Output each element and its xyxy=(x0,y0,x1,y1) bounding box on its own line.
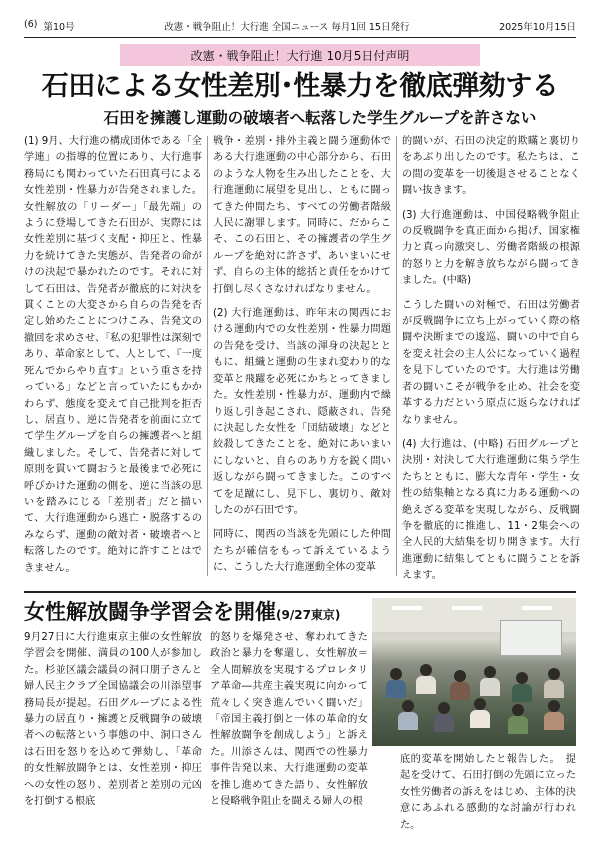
issue-number: 第10号 xyxy=(43,22,75,33)
issue-date: 2025年10月15日 xyxy=(499,22,576,33)
publication-frequency: 毎月1回 15日発行 xyxy=(331,22,410,33)
paragraph: (3) 大行進運動は、中国侵略戦争阻止の反戦闘争を真正面から掲げ、国家権力と真っ向激突し、労働者階級の根源的怒りと力を解き放ちながら闘ってきました。(中略) xyxy=(402,209,580,287)
paragraph: 戦争・差別・排外主義と闘う運動体である大行進運動の中心部分から、石田のような人物を生み出したことを、大行進運動に展望を見出し、ともに闘ってきた仲間たち、すべての労働者階級人民に謝罪します。同時に、だからこそ、この石田と、その擁護者の学生グループを絶対に許さず、あいまいにせず、自らの主体的総括と責任をかけて打倒し尽くさなければなりません。 xyxy=(213,136,391,295)
paragraph: 的闘いが、石田の決定的欺瞞と裏切りをあぶり出したのです。私たちは、この間の変革を一切後退させることなく闘い抜きます。 xyxy=(402,136,580,197)
section2-column-1 xyxy=(24,630,202,835)
section2-headline xyxy=(24,598,374,626)
paragraph: 同時に、関西の当該を先頭にした仲間たちが確信をもって訴えているように、こうした大行進運動全体の変革 xyxy=(213,529,391,574)
page-header xyxy=(24,18,576,38)
paragraph: 底的変革を開始したと報告した。 提起を受けて、石田打倒の先頭に立った女性労働者の訴えをはじめ、主体的決意にあふれる感動的な討論が行われた。 xyxy=(400,754,576,831)
page-number: (6) xyxy=(24,19,38,30)
article-column-1 xyxy=(24,134,202,584)
sub-headline: 石田を擁護し運動の破壊者へ転落した学生グループを許さない xyxy=(103,109,537,127)
main-headline: 石田による女性差別･性暴力を徹底弾劾する xyxy=(41,71,559,102)
column-divider xyxy=(396,136,397,576)
paper-name: 改憲・戦争阻止！大行進 全国ニュース xyxy=(164,22,329,33)
column-divider xyxy=(207,136,208,576)
section2-tag: (9/27東京) xyxy=(276,608,341,622)
article-column-3 xyxy=(402,134,580,584)
paragraph: (4) 大行進は、(中略) 石田グループと決別・対決して大行進運動に集う学生たちとともに、膨大な青年・学生・女性の結集軸となる真に力ある運動への絶えざる変革を実現しながら、反戦闘争を徹底的に推進し、11・2集会への全人民的大結集を切り開きます。大行進運動に結集してともに闘うことを訴えます。 xyxy=(402,438,580,582)
paragraph: 的怒りを爆発させ、奪われてきた政治と暴力を奪還し、女性解放＝全人間解放を実現するプロレタリア革命―共産主義実現に向かって荒々しく突き進んでいく闘いだ」「帝国主義打倒と一体の革命的女性解放闘争を創成しよう」と訴えた。川添さんは、関西での性暴力事件告発以来、大行進運動の変革を推し進めてきた語り、女性解放と侵略戦争阻止を闘える婦人の根 xyxy=(210,632,368,808)
paragraph: (1) 9月、大行進の構成団体である「全学連」の指導的位置にあり、大行進事務局にも関わっていた石田真弓による女性差別・性暴力が告発されました。女性解放の「リーダー」「最先端」のように登場してきた石田が、実際には女性差別に基づく支配・抑圧と、性暴力を続けてきた実態が、告発者の命がけの決起で暴かれたのです。それに対して石田は、告発者が徹底的に対決を貫くことの大変さから自らの告発を否定し始めたことにつけこみ、告発文の撤回を求めさせ、「私の犯罪性は深刻であり、革命家として、人として、『一度死んでからやり直す』という重さを持っている」などと言っていたにもかかわらず、態度を変えて自己批判を拒否し、居直り、逆に告発者を前面に立てて学生グループを自らの擁護者へと組織しました。そして、告発者に対して原則を貫いて闘おうと最後まで必死に呼びかけた運動の側を、逆に当該の思いを踏みにじる「差別者」だと描いて、大行進運動から逃亡・脱落するのみならず、運動の敵対者・破壊者へと転落したのです。絶対に許すことはできません。 xyxy=(24,136,202,574)
section2-column-3 xyxy=(400,752,576,836)
section2-column-2 xyxy=(210,630,368,835)
paragraph: 9月27日に大行進東京主催の女性解放学習会を開催、満員の100人が参加した。杉並区議会議員の洞口朋子さんと婦人民主クラブ全国協議会の川添望事務局長が提起。石田グループによる性暴力の居直り・擁護と反戦闘争の破壊者への転落という事態の中、洞口さんは石田を怒りを込めて弾劾し、「革命的女性解放闘争とは、女性差別・抑圧への女性の怒り、差別者と差別の元凶を打倒する根底 xyxy=(24,632,202,808)
meeting-photo xyxy=(372,598,576,746)
paragraph: (2) 大行進運動は、昨年末の関西における運動内での女性差別・性暴力問題の告発を受け、当該の渾身の決起とともに、組織と運動の生まれ変わり的な変革と飛躍を必死にかちとってきました。女性差別・性暴力が、運動内で繰り返し引き起こされ、隠蔽され、告発に決起した女性を「団結破壊」などと絞殺してきたことを、絶対にあいまいにしないと、自らのあり方を鋭く問い返しながら闘ってきました。このすべてを足蹴にし、見下し、裏切り、敵対したのが石田です。 xyxy=(213,308,391,516)
paragraph: こうした闘いの対極で、石田は労働者が反戦闘争に立ち上がっていく際の格闘や決断までの逡巡、闘いの中で自らを変え社会の主人公になっていく過程を見下していたのです。大行進は労働者の闘いこそが戦争を止め、社会を変革する力だという原点に返らなければなりません。 xyxy=(402,299,580,426)
section-rule xyxy=(24,591,576,593)
statement-banner: 改憲・戦争阻止！大行進 10月5日付声明 xyxy=(120,44,480,66)
section2-title: 女性解放闘争学習会を開催 xyxy=(24,600,276,624)
article-column-2 xyxy=(213,134,391,584)
